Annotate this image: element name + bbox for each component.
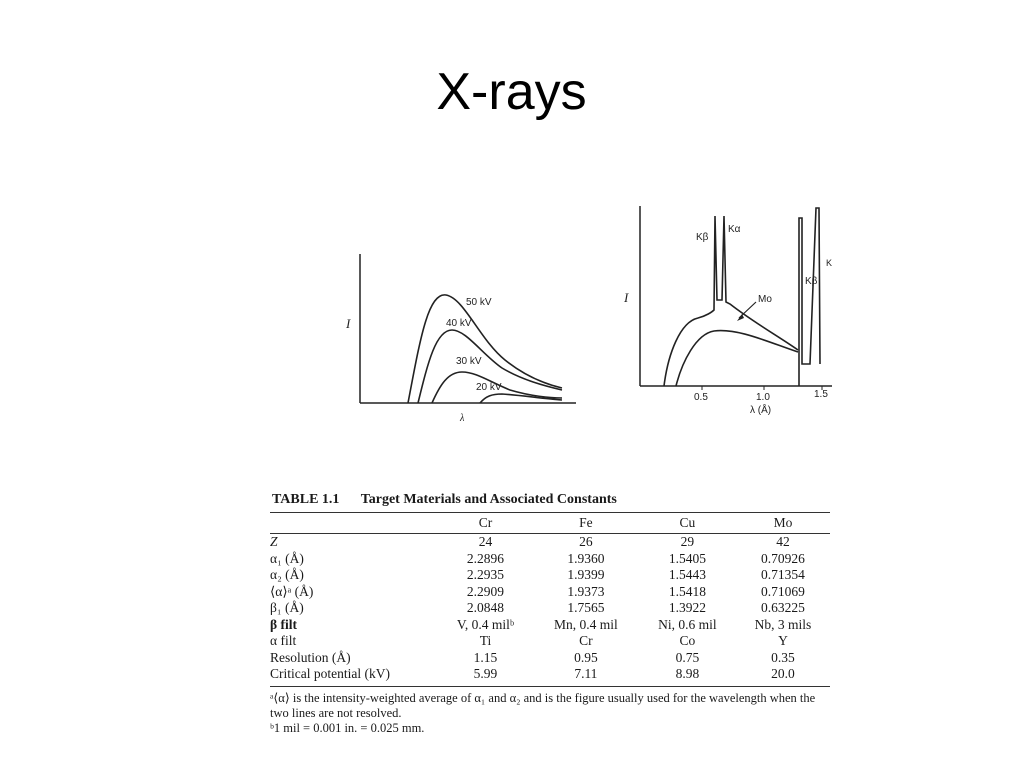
x-axis-label: λ bbox=[460, 413, 465, 424]
cell: Cr bbox=[579, 633, 593, 648]
cell: 0.71069 bbox=[761, 583, 805, 599]
cell: Mn, 0.4 mil bbox=[554, 616, 618, 632]
cell: 20.0 bbox=[771, 666, 795, 681]
table-row bbox=[270, 617, 830, 634]
mo-outer-curve-with-peaks bbox=[664, 216, 798, 386]
cell: Ni, 0.6 mil bbox=[658, 616, 717, 632]
x-axis-label: λ (Å) bbox=[750, 405, 772, 416]
table-row bbox=[270, 534, 830, 551]
mo-inner-curve bbox=[676, 331, 798, 386]
label-20kv: 20 kV bbox=[476, 382, 502, 393]
footnote-a: ᵃ⟨α⟩ is the intensity-weighted average of α₁ and α₂ and is the figure usually used for the wavelength when the two lines are not resolved. bbox=[270, 690, 816, 720]
cell: 2.2909 bbox=[466, 583, 505, 599]
cell: 1.5443 bbox=[668, 567, 706, 582]
row-label: β₁ (Å) bbox=[270, 600, 304, 615]
cell: 2.2896 bbox=[466, 550, 505, 566]
cell: 1.15 bbox=[473, 649, 498, 665]
kbeta-label: Kβ bbox=[696, 232, 709, 243]
cell: V, 0.4 milᵇ bbox=[456, 616, 515, 632]
table-row bbox=[270, 584, 830, 601]
table-row bbox=[270, 567, 830, 584]
cell: Co bbox=[679, 633, 696, 648]
cell: 26 bbox=[579, 534, 593, 549]
cell: 2.0848 bbox=[466, 600, 505, 615]
cell: 0.70926 bbox=[761, 550, 805, 566]
constants-table bbox=[270, 513, 830, 683]
cell: 0.35 bbox=[771, 649, 795, 665]
cell: 0.63225 bbox=[761, 600, 805, 615]
mo-label: Mo bbox=[758, 294, 772, 305]
cell: 1.5418 bbox=[668, 583, 706, 599]
continuous-spectrum-figure bbox=[340, 250, 580, 425]
row-label: ⟨α⟩ᵃ (Å) bbox=[270, 583, 314, 599]
header-row bbox=[270, 513, 830, 533]
cell: 7.11 bbox=[574, 666, 598, 681]
table-row bbox=[270, 600, 830, 617]
table-caption bbox=[272, 492, 830, 508]
cell: Nb, 3 mils bbox=[754, 616, 812, 632]
row-label: α filt bbox=[270, 633, 297, 648]
cell: 1.5405 bbox=[668, 550, 706, 566]
cell: 2.2935 bbox=[466, 567, 505, 582]
label-40kv: 40 kV bbox=[446, 318, 472, 329]
col-header: Cr bbox=[478, 515, 493, 530]
footnote-b: ᵇ1 mil = 0.001 in. = 0.025 mm. bbox=[270, 720, 425, 735]
cell: 1.9399 bbox=[567, 567, 605, 582]
cell: 0.75 bbox=[675, 649, 700, 665]
target-materials-table-block bbox=[270, 492, 830, 736]
y-axis-label: I bbox=[346, 316, 351, 331]
row-label: β filt bbox=[270, 616, 297, 632]
table-title: Target Materials and Associated Constants bbox=[360, 492, 617, 507]
cell: 1.7565 bbox=[567, 600, 605, 615]
row-label: Critical potential (kV) bbox=[270, 666, 390, 681]
label-50kv: 50 kV bbox=[466, 297, 492, 308]
cell: 42 bbox=[776, 534, 790, 549]
row-label: Z bbox=[270, 534, 278, 549]
cell: 1.3922 bbox=[668, 600, 706, 615]
cell: 0.95 bbox=[574, 649, 598, 665]
cell: 8.98 bbox=[675, 666, 700, 681]
header-blank bbox=[270, 513, 438, 533]
characteristic-spectrum-figure bbox=[618, 204, 834, 424]
cell: 0.71354 bbox=[761, 567, 805, 582]
table-row bbox=[270, 551, 830, 568]
curve-20kv bbox=[480, 394, 562, 403]
tick-label-1-5: 1.5 bbox=[814, 389, 828, 400]
kbeta2-label: Kβ bbox=[805, 276, 818, 287]
table-row bbox=[270, 633, 830, 650]
col-header: Mo bbox=[773, 515, 793, 530]
label-30kv: 30 kV bbox=[456, 356, 482, 367]
cell: 29 bbox=[680, 534, 695, 549]
cell: Y bbox=[778, 633, 788, 648]
table-row bbox=[270, 650, 830, 667]
table-row bbox=[270, 666, 830, 683]
bottom-rule bbox=[270, 686, 830, 687]
k-right-label: K bbox=[826, 258, 833, 268]
row-label: α₂ (Å) bbox=[270, 567, 304, 582]
col-header: Cu bbox=[679, 515, 696, 530]
row-label: Resolution (Å) bbox=[270, 649, 351, 665]
tick-label-1-0: 1.0 bbox=[756, 392, 770, 403]
row-label: α₁ (Å) bbox=[270, 550, 304, 566]
cell: 5.99 bbox=[473, 666, 498, 681]
cell: 1.9373 bbox=[567, 583, 605, 599]
kalpha-label: Kα bbox=[728, 224, 741, 235]
col-header: Fe bbox=[579, 515, 593, 530]
cell: 24 bbox=[478, 534, 493, 549]
cell: 1.9360 bbox=[567, 550, 605, 566]
right-peaks bbox=[799, 208, 820, 386]
y-axis-label: I bbox=[624, 290, 629, 305]
table-number: TABLE 1.1 bbox=[272, 492, 340, 507]
tick-label-0-5: 0.5 bbox=[694, 392, 708, 403]
cell: Ti bbox=[479, 633, 492, 648]
slide-title: X-rays bbox=[436, 63, 587, 121]
